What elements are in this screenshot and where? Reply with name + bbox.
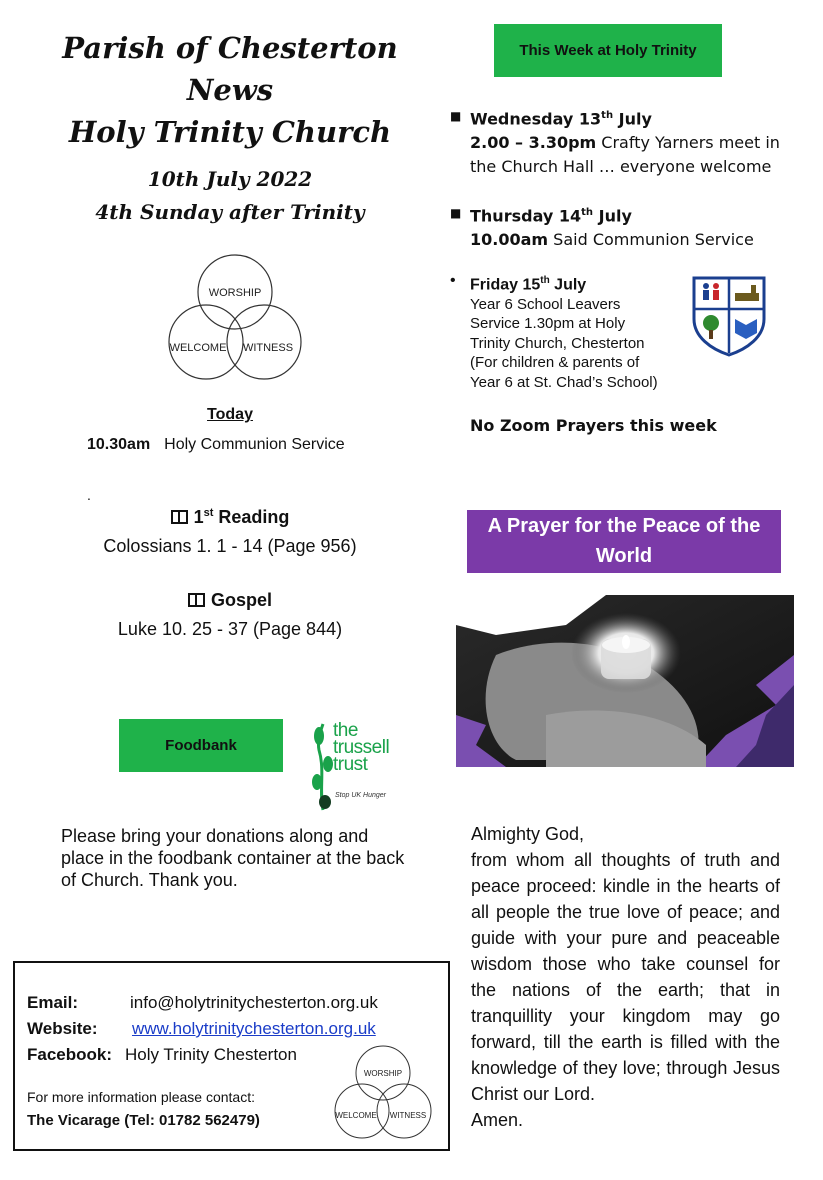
first-reading-ref: Colossians 1. 1 - 14 (Page 956) [103, 536, 357, 556]
website-link[interactable]: www.holytrinitychesterton.org.uk [132, 1019, 376, 1038]
website-label: Website: [27, 1019, 98, 1038]
today-time: 10.30am [87, 436, 151, 453]
trussell-trust-logo: the trussell trust Stop UK Hunger [307, 716, 397, 816]
newsletter-date: 10th July 2022 [147, 167, 313, 191]
svg-text:WORSHIP: WORSHIP [363, 1069, 403, 1078]
bullet-dot-icon: • [450, 272, 456, 289]
foodbank-heading: Foodbank [119, 719, 283, 772]
today-service-name: Holy Communion Service [164, 436, 345, 453]
gospel-heading: Gospel [130, 590, 330, 611]
candle-hands-photo [456, 595, 794, 767]
svg-text:WITNESS: WITNESS [389, 1111, 427, 1120]
week-item-thursday: ■ Thursday 14th July 10.00am Said Communion Service [450, 201, 810, 252]
more-info-text: For more information please contact: [27, 1089, 255, 1105]
week-item-friday: • Friday 15th July Year 6 School Leavers Service 1.30pm at Holy Trinity Church, Chesterton (For children & parents of Year 6 at St. Chad’s School) [450, 272, 658, 391]
venn-label-witness: WITNESS [242, 342, 294, 354]
email-label: Email: [27, 993, 79, 1012]
venn-logo [164, 250, 306, 385]
venn-label-welcome: WELCOME [169, 342, 227, 354]
prayer-body: from whom all thoughts of truth and peace proceed: kindle in the hearts of all people the true love of peace; and guide with your pure and peaceable wisdom those who take counsel for the nations of the earth; that in tranquillity your kingdom may go forward, till the earth is filled with the knowledge of they love; through Jesus Christ our Lord. [471, 850, 780, 1104]
book-icon [188, 593, 205, 607]
gospel-ref: Luke 10. 25 - 37 (Page 844) [117, 619, 343, 639]
newsletter-sunday: 4th Sunday after Trinity [95, 200, 365, 224]
today-service [87, 436, 345, 454]
svg-text:WELCOME: WELCOME [335, 1111, 377, 1120]
today-heading: Today [207, 406, 253, 423]
venn-logo-small [330, 1043, 436, 1143]
facebook-value: Holy Trinity Chesterton [125, 1045, 297, 1064]
bullet-square-icon: ■ [450, 109, 462, 123]
week-item-wednesday: ■ Wednesday 13th July 2.00 – 3.30pm Crafty Yarners meet in the Church Hall … everyone welcome [450, 104, 810, 179]
prayer-text [471, 821, 780, 1133]
prayer-heading: A Prayer for the Peace of the World [467, 510, 781, 573]
contact-box [13, 961, 450, 1151]
title-line-church: Holy Trinity Church [68, 115, 392, 149]
facebook-label: Facebook: [27, 1045, 113, 1064]
prayer-amen: Amen. [471, 1110, 524, 1130]
stray-dot: . [87, 487, 91, 503]
title-line-parish: Parish of Chesterton [62, 31, 398, 65]
email-value[interactable]: info@holytrinitychesterton.org.uk [130, 993, 378, 1012]
first-reading-heading: 1st Reading [120, 507, 340, 528]
bullet-square-icon: ■ [450, 206, 462, 220]
venn-label-worship: WORSHIP [208, 287, 262, 299]
prayer-first-line: Almighty God, [471, 824, 585, 844]
title-line-news: News [186, 73, 274, 107]
no-zoom-notice: No Zoom Prayers this week [470, 416, 717, 435]
book-icon [171, 510, 188, 524]
foodbank-text: Please bring your donations along and place in the foodbank container at the back of Church. Thank you. [61, 826, 405, 890]
week-heading: This Week at Holy Trinity [494, 24, 722, 77]
newsletter-title [40, 30, 420, 150]
school-crest-icon [691, 275, 767, 357]
vicarage-phone: The Vicarage (Tel: 01782 562479) [27, 1112, 260, 1129]
